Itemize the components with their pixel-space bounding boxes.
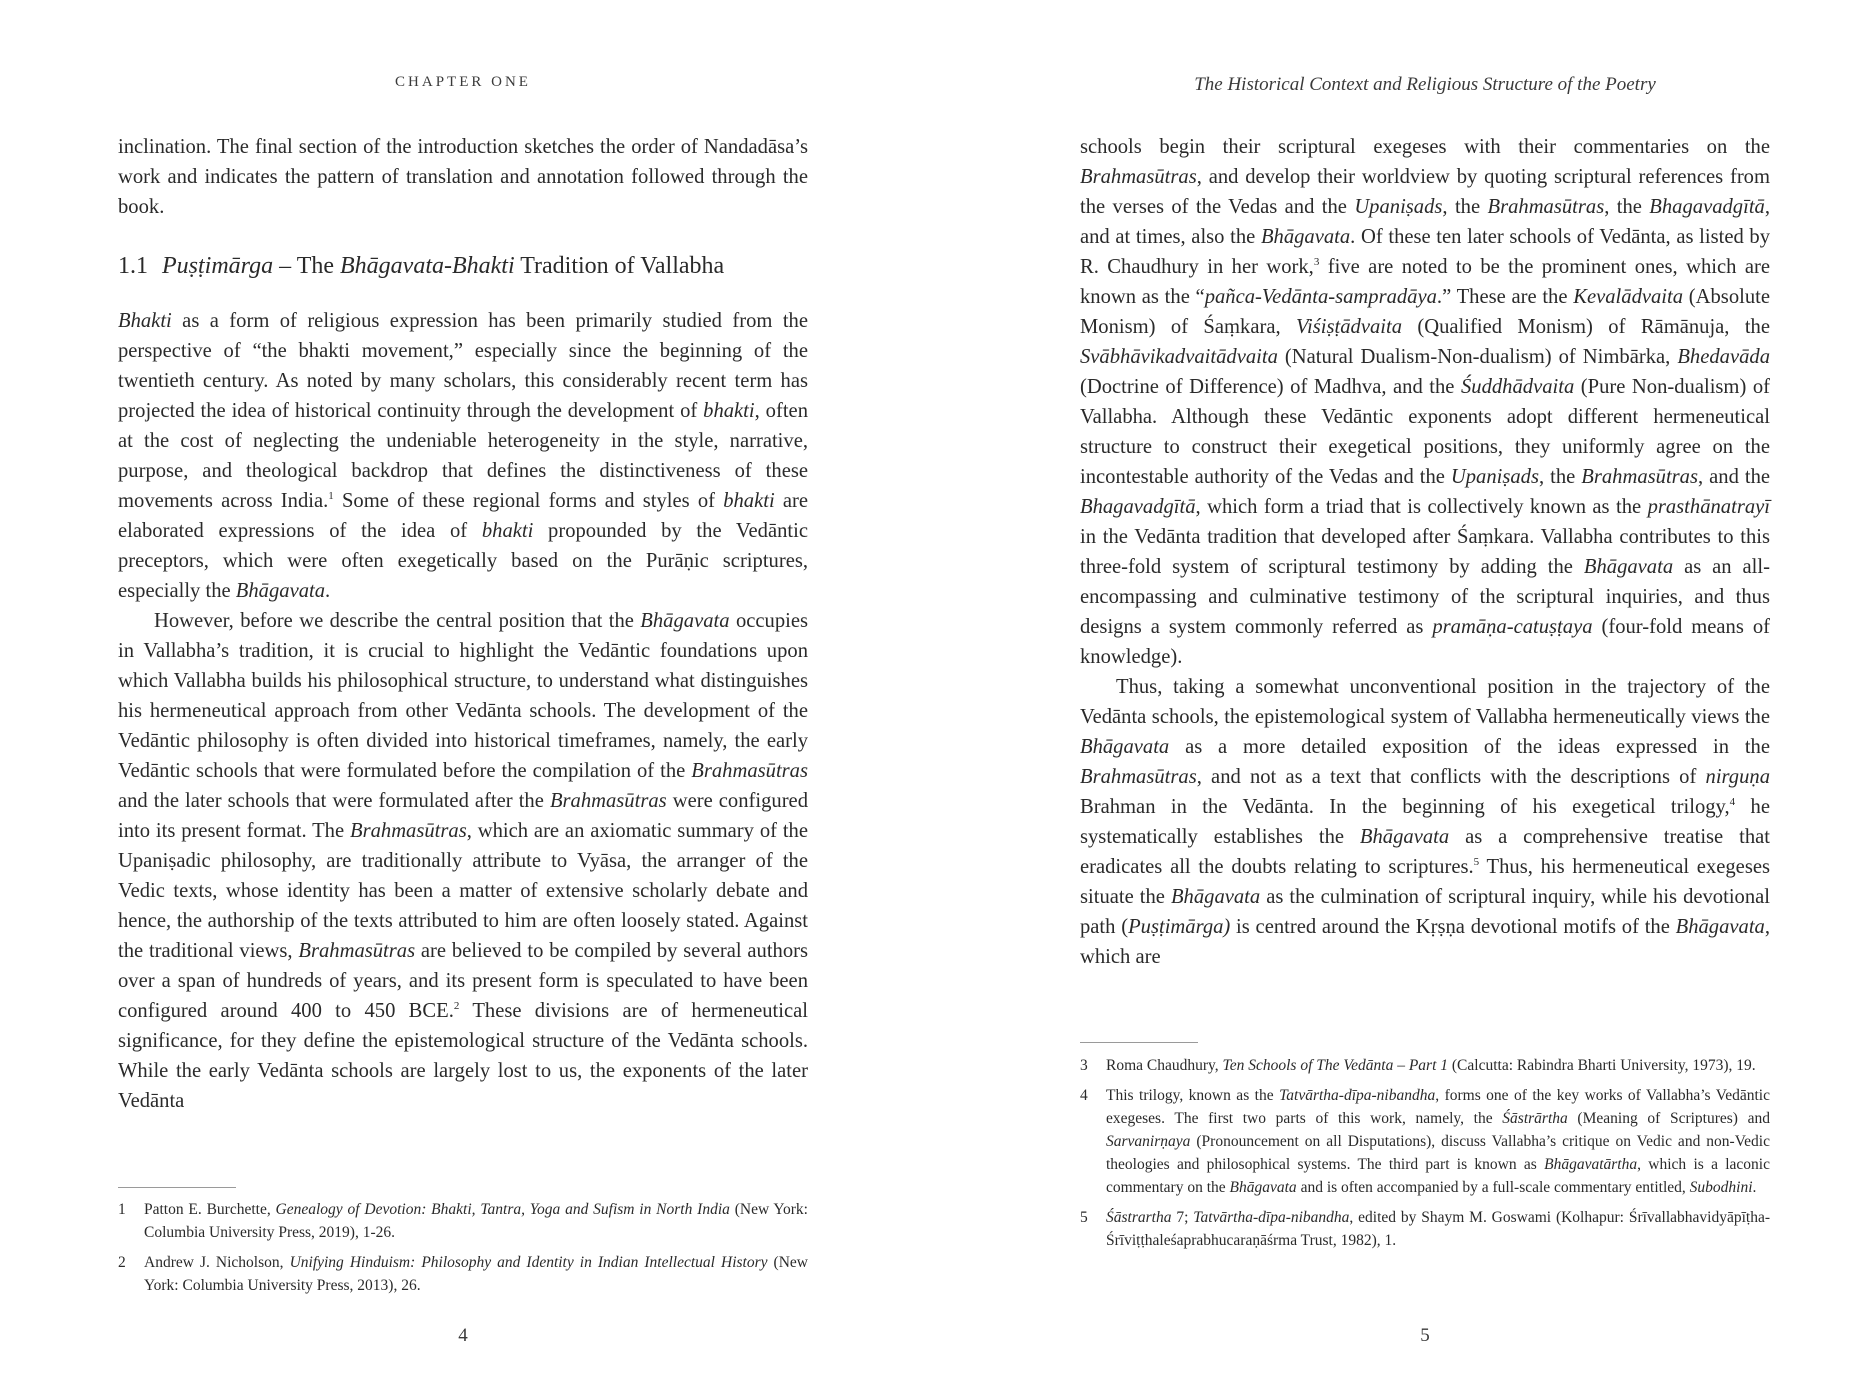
text-run: .: [325, 580, 331, 602]
text-run: , edited by Shaym M. Goswami (Kolhapur: Śrīvallabhavidyāpīṭha-Śrīviṭṭhaleśaprabhucaraṇāśrma Trust, 1982), 1.: [1106, 1209, 1770, 1249]
right-paragraph-1: [1080, 132, 1770, 672]
italic-term: pramāṇa-catuṣṭaya: [1432, 616, 1593, 638]
right-body-text: [1080, 132, 1770, 972]
italic-term: Bhedavāda: [1677, 346, 1770, 368]
italic-term: Bhagavadgītā: [1649, 196, 1765, 218]
text-run: , forms one of the key works of Vallabha’s Vedāntic exegeses. The first two parts of this work, namely, the: [1106, 1087, 1770, 1127]
italic-title: Śāstrartha: [1106, 1209, 1172, 1226]
text-run: This trilogy, known as the: [1106, 1087, 1280, 1104]
left-paragraph-2: [118, 606, 808, 1116]
running-head-right: The Historical Context and Religious Structure of the Poetry: [1194, 74, 1656, 95]
section-title-plain-2: Tradition of Vallabha: [514, 253, 725, 279]
italic-term: Brahmasūtras: [1080, 166, 1197, 188]
italic-title: Tatvārtha-dīpa-nibandha: [1193, 1209, 1350, 1226]
text-run: as an all-encompassing and culminative testimony of the scriptural inquiries, and thus designs a system commonly referred as: [1080, 556, 1770, 638]
section-title-italic-1: Puṣṭimārga: [162, 253, 274, 279]
footnote-5: [1080, 1206, 1770, 1252]
text-run: (New York: Columbia University Press, 2019), 1-26.: [144, 1201, 808, 1241]
footnote-number: 3: [1080, 1057, 1088, 1074]
text-run: (Doctrine of Difference) of Madhva, and the: [1080, 376, 1461, 398]
italic-title: Ten Schools of The Vedānta – Part 1: [1222, 1057, 1449, 1074]
footnote-number: 4: [1080, 1087, 1088, 1104]
text-run: (Pure Non-dualism) of Vallabha. Although these Vedāntic exponents adopt different hermeneutical structure to construct their exegetical positions, they uniformly agree on the incontestable authority of the Vedas and the: [1080, 376, 1770, 488]
italic-term: Bhāgavata: [1675, 916, 1765, 938]
italic-term: Brahmasūtras: [1487, 196, 1605, 218]
text-run: Thus, taking a somewhat unconventional position in the trajectory of the Vedānta schools, the epistemological system of Vallabha hermeneutically views the: [1080, 676, 1770, 728]
text-run: Patton E. Burchette,: [144, 1201, 276, 1218]
running-head-left: CHAPTER ONE: [395, 74, 531, 90]
italic-term: Viśiṣṭādvaita: [1296, 316, 1403, 338]
section-title-plain-1: – The: [273, 253, 341, 279]
footnote-ref[interactable]: 3: [1313, 256, 1320, 269]
footnote-text: [1106, 1084, 1770, 1199]
italic-term: nirguṇa: [1705, 766, 1770, 788]
left-page: [118, 0, 808, 1400]
italic-term: Śuddhādvaita: [1460, 376, 1575, 398]
intro-paragraph: inclination. The final section of the introduction sketches the order of Nandadāsa’s work and indicates the pattern of translation and annotation followed through the book.: [118, 136, 808, 218]
text-run: (New York: Columbia University Press, 2013), 26.: [144, 1254, 808, 1294]
text-run: , and at times, also the: [1080, 196, 1770, 248]
footnote-text: [144, 1251, 808, 1297]
italic-term: bhakti: [481, 520, 534, 542]
text-run: . Of these ten later schools of Vedānta, as listed by R. Chaudhury in her work,: [1080, 226, 1770, 278]
text-run: , which are: [1080, 916, 1770, 968]
text-run: , and the: [1698, 466, 1771, 488]
italic-term: bhakti: [723, 490, 775, 512]
section-title-italic-2: Bhāgavata-Bhakti: [340, 253, 515, 279]
footnote-rule-right: [1080, 1042, 1198, 1043]
footnote-number: 5: [1080, 1209, 1088, 1226]
italic-term: Bhāgavata: [235, 580, 326, 602]
italic-term: Kevalādvaita: [1573, 286, 1684, 308]
italic-term: Upaniṣads: [1450, 466, 1539, 488]
left-body-text: [118, 132, 808, 1116]
italic-term: Brahmasūtras: [691, 760, 808, 782]
text-run: as a more detailed exposition of the ideas expressed in the: [1169, 736, 1770, 758]
italic-term: Bhāgavata: [1583, 556, 1674, 578]
text-run: schools begin their scriptural exegeses with their commentaries on the: [1080, 136, 1770, 158]
text-run: are believed to be compiled by several authors over a span of hundreds of years, and its present form is speculated to have been configured around 400 to 450 BCE.: [118, 940, 809, 1022]
footnote-ref[interactable]: 2: [453, 1000, 460, 1013]
italic-term: Bhagavadgītā: [1080, 496, 1196, 518]
text-run: , the: [1442, 196, 1488, 218]
text-run: , and develop their worldview by quoting scriptural references from the verses of the Vedas and the: [1080, 166, 1770, 218]
text-run: , which is a laconic commentary on the: [1106, 1156, 1770, 1196]
text-run: are elaborated expressions of the idea of: [118, 490, 809, 542]
text-run: Thus, his hermeneutical exegeses situate the: [1080, 856, 1770, 908]
italic-term: Brahmasūtras: [1581, 466, 1698, 488]
text-run: (Pronouncement on all Disputations), discuss Vallabha’s critique on Vedic and non-Vedic theologies and philosophical systems. The third part is known as: [1106, 1133, 1770, 1173]
text-run: However, before we describe the central position that the: [154, 610, 641, 632]
right-paragraph-2: [1080, 672, 1770, 972]
text-run: as a comprehensive treatise that eradicates all the doubts relating to scriptures.: [1080, 826, 1770, 878]
right-page: [1080, 0, 1770, 1400]
text-run: he systematically establishes the: [1080, 796, 1770, 848]
text-run: (Natural Dualism-Non-dualism) of Nimbārka,: [1277, 346, 1678, 368]
section-heading: [118, 250, 808, 282]
italic-title: Sarvanirṇaya: [1106, 1133, 1191, 1150]
italic-term: Bhāgavata: [1359, 826, 1450, 848]
text-run: and the later schools that were formulated after the: [118, 790, 550, 812]
italic-title: Unifying Hinduism: Philosophy and Identity in Indian Intellectual History: [289, 1254, 768, 1271]
text-run: as the culmination of scriptural inquiry, while his devotional path (: [1080, 886, 1771, 938]
italic-term: Bhāgavata: [640, 610, 730, 632]
footnote-4: [1080, 1084, 1770, 1199]
footnote-text: [144, 1198, 808, 1244]
footnote-text: [1106, 1206, 1770, 1252]
text-run: (Qualified Monism) of Rāmānuja, the: [1402, 316, 1770, 338]
footnote-ref[interactable]: 1: [328, 490, 334, 503]
text-run: Andrew J. Nicholson,: [144, 1254, 290, 1271]
text-run: five are noted to be the prominent ones, which are known as the “: [1080, 256, 1770, 308]
italic-term: Svābhāvikadvaitādvaita: [1080, 346, 1278, 368]
italic-title: Subodhini: [1689, 1179, 1753, 1196]
text-run: (four-fold means of knowledge).: [1080, 616, 1770, 668]
italic-term: Brahmasūtras: [1080, 766, 1197, 788]
italic-term: Puṣṭimārga): [1128, 916, 1231, 938]
italic-term: Bhāgavata: [1260, 226, 1351, 248]
text-run: .” These are the: [1436, 286, 1574, 308]
text-run: 7;: [1171, 1209, 1194, 1226]
text-run: propounded by the Vedāntic preceptors, which were often exegetically based on the Purāṇic scriptures, especially the: [118, 520, 808, 602]
italic-term: bhakti: [703, 400, 755, 422]
section-number: 1.1: [118, 253, 148, 279]
text-run: (Meaning of Scriptures) and: [1567, 1110, 1771, 1127]
italic-term: Brahmasūtras: [549, 790, 667, 812]
text-run: , which are an axiomatic summary of the Upaniṣadic philosophy, are traditionally attribute to Vyāsa, the arranger of the Vedic texts, whose identity has been a matter of extensive scholarly debate and hence, the authorship of the texts attributed to him are often loosely stated. Against the traditional views,: [118, 820, 808, 962]
text-run: (Calcutta: Rabindra Bharti University, 1973), 19.: [1448, 1057, 1756, 1074]
text-run: .: [1752, 1179, 1757, 1196]
italic-term: pañca-Vedānta-sampradāya: [1204, 286, 1437, 308]
text-run: were configured into its present format. The: [118, 790, 808, 842]
footnote-2: [118, 1251, 808, 1297]
italic-term: Bhāgavata: [1170, 886, 1261, 908]
footnote-ref[interactable]: 5: [1473, 856, 1480, 869]
italic-title: Genealogy of Devotion: Bhakti, Tantra, Yoga and Sufism in North India: [275, 1201, 730, 1218]
footnote-3: [1080, 1054, 1770, 1077]
italic-term: Brahmasūtras: [350, 820, 467, 842]
text-run: and is often accompanied by a full-scale commentary entitled,: [1296, 1179, 1690, 1196]
italic-term: Bhakti: [118, 310, 172, 332]
text-run: as a form of religious expression has been primarily studied from the perspective of “the bhakti movement,” especially since the beginning of the twentieth century. As noted by many scholars, this considerably recent term has projected the idea of historical continuity through the development of: [118, 310, 808, 422]
text-run: , the: [1604, 196, 1650, 218]
italic-term: prasthānatrayī: [1647, 496, 1770, 518]
footnote-rule-left: [118, 1187, 236, 1188]
text-run: in the Vedānta tradition that developed after Śaṃkara. Vallabha contributes to this three-fold system of scriptural testimony by adding the: [1080, 526, 1770, 578]
footnote-1: [118, 1198, 808, 1244]
text-run: , often at the cost of neglecting the undeniable heterogeneity in the style, narrative, purpose, and theological backdrop that defines the distinctiveness of these movements across India.: [118, 400, 808, 512]
page-number-left: 4: [458, 1325, 468, 1346]
footnotes-right: [1080, 1054, 1770, 1259]
italic-title: Bhāgavatārtha: [1544, 1156, 1638, 1173]
italic-title: Bhāgavata: [1229, 1179, 1297, 1196]
footnote-number: 2: [118, 1254, 126, 1271]
italic-term: Upaniṣads: [1354, 196, 1443, 218]
footnote-text: [1106, 1054, 1770, 1077]
italic-title: Tatvārtha-dīpa-nibandha: [1279, 1087, 1436, 1104]
text-run: These divisions are of hermeneutical significance, for they define the epistemological structure of the Vedānta schools. While the early Vedānta schools are largely lost to us, the exponents of the later Vedānta: [118, 1000, 808, 1112]
page-number-right: 5: [1420, 1325, 1430, 1346]
text-run: is centred around the Kṛṣṇa devotional motifs of the: [1230, 916, 1676, 938]
text-run: Brahman in the Vedānta. In the beginning of his exegetical trilogy,: [1080, 796, 1730, 818]
footnotes-left: [118, 1198, 808, 1304]
left-paragraph-1: [118, 306, 808, 606]
italic-title: Śāstrārtha: [1502, 1110, 1568, 1127]
footnote-number: 1: [118, 1201, 126, 1218]
text-run: (Absolute Monism) of Śaṃkara,: [1080, 286, 1770, 338]
text-run: , which form a triad that is collectively known as the: [1195, 496, 1648, 518]
footnote-ref[interactable]: 4: [1729, 796, 1736, 809]
italic-term: Bhāgavata: [1080, 736, 1170, 758]
text-run: Roma Chaudhury,: [1106, 1057, 1223, 1074]
text-run: , the: [1539, 466, 1582, 488]
text-run: Some of these regional forms and styles of: [333, 490, 724, 512]
italic-term: Brahmasūtras: [298, 940, 416, 962]
text-run: , and not as a text that conflicts with the descriptions of: [1196, 766, 1706, 788]
text-run: occupies in Vallabha’s tradition, it is crucial to highlight the Vedāntic foundations upon which Vallabha builds his philosophical structure, to understand what distinguishes his hermeneutical approach from other Vedānta schools. The development of the Vedāntic philosophy is often divided into historical timeframes, namely, the early Vedāntic schools that were formulated before the compilation of the: [118, 610, 808, 782]
